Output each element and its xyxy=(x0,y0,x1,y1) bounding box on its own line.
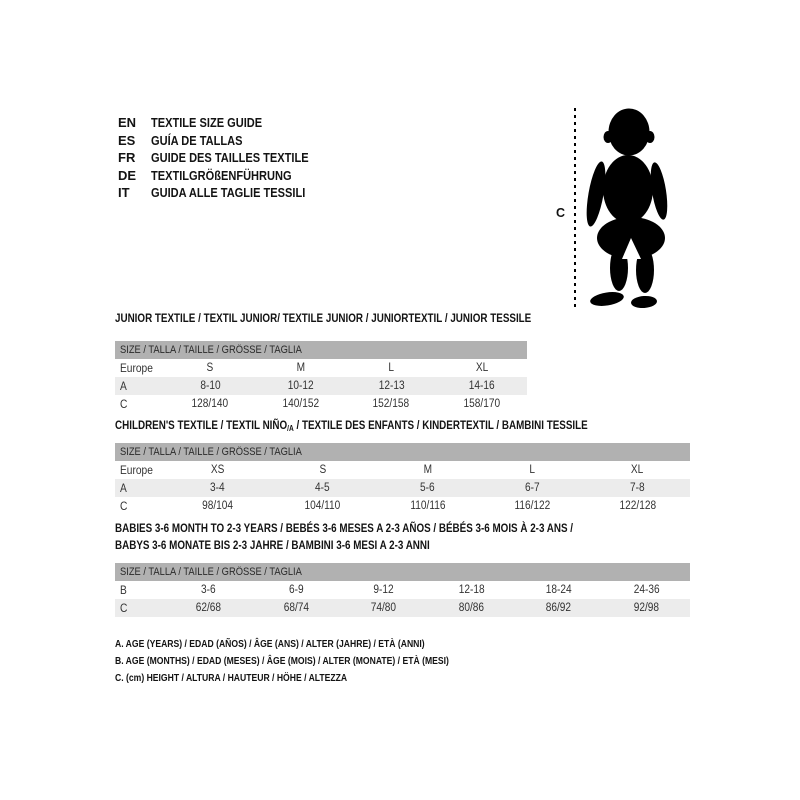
cell-value: 122/128 xyxy=(619,500,656,512)
title-pre: CHILDREN'S TEXTILE / TEXTIL NIÑO xyxy=(115,418,288,432)
cell-value: M xyxy=(423,464,432,476)
cell-value: L xyxy=(388,362,395,374)
row-label-text: C xyxy=(120,601,128,615)
cell-value: 14-16 xyxy=(468,380,495,392)
language-label: TEXTILGRÖßENFÜHRUNG xyxy=(151,167,292,183)
cell-value: 7-8 xyxy=(630,482,645,494)
height-measure-label: C xyxy=(556,206,566,220)
babies-table-title-text: BABIES 3-6 MONTH TO 2-3 YEARS / BEBÉS 3-6 MESES A 2-3 AÑOS / BÉBÉS 3-6 MOIS À 2-3 ANS / xyxy=(115,521,574,535)
language-code: DE xyxy=(118,167,137,183)
table-cell xyxy=(603,584,691,596)
table-cell xyxy=(346,398,437,410)
cell-value: 6-7 xyxy=(525,482,540,494)
language-label: GUÍA DE TALLAS xyxy=(151,132,243,148)
table-cell xyxy=(256,398,347,410)
table-cell xyxy=(340,602,428,614)
row-label-text: Europe xyxy=(120,463,153,477)
children-size-table xyxy=(115,461,690,515)
table-cell xyxy=(253,602,341,614)
cell-value: 6-9 xyxy=(288,584,304,596)
cell-value: M xyxy=(296,362,305,374)
title-subscript: /A xyxy=(287,424,294,433)
language-row-fr xyxy=(118,149,336,167)
table-cell xyxy=(253,584,341,596)
language-row-it xyxy=(118,184,336,202)
cell-value: 158/170 xyxy=(463,398,501,410)
table-cell xyxy=(165,380,256,392)
language-list xyxy=(118,114,336,202)
size-header-text: SIZE / TALLA / TAILLE / GRÖSSE / TAGLIA xyxy=(120,344,302,356)
footnote-height-cm xyxy=(115,672,398,685)
cell-value: XS xyxy=(210,464,225,476)
children-size-header-bar xyxy=(115,443,690,461)
baby-silhouette-icon xyxy=(583,108,675,310)
language-label: TEXTILE SIZE GUIDE xyxy=(151,115,263,131)
row-label-text: Europe xyxy=(120,361,153,375)
footnote-age-years xyxy=(115,638,493,651)
cell-value: XL xyxy=(631,464,644,476)
cell-value: 5-6 xyxy=(420,482,435,494)
babies-size-header-bar xyxy=(115,563,690,581)
cell-value: L xyxy=(529,464,536,476)
footnote-text: A. AGE (YEARS) / EDAD (AÑOS) / ÂGE (ANS) / ALTER (JAHRE) / ETÀ (ANNI) xyxy=(115,638,425,650)
language-label: GUIDE DES TAILLES TEXTILE xyxy=(151,150,309,166)
cell-value: 152/158 xyxy=(372,398,410,410)
table-cell xyxy=(256,362,347,374)
table-cell xyxy=(585,464,690,476)
table-cell xyxy=(437,362,528,374)
cell-value: 104/110 xyxy=(304,500,341,512)
babies-table-title-line1 xyxy=(115,522,674,535)
table-cell xyxy=(515,602,603,614)
junior-size-table xyxy=(115,359,527,413)
cell-value: 24-36 xyxy=(633,584,660,596)
size-header-text: SIZE / TALLA / TAILLE / GRÖSSE / TAGLIA xyxy=(120,446,302,458)
language-code: EN xyxy=(118,115,137,131)
table-cell xyxy=(346,362,437,374)
table-cell xyxy=(375,482,480,494)
table-cell xyxy=(165,362,256,374)
language-row-en xyxy=(118,114,336,132)
children-table-title xyxy=(115,419,691,432)
table-cell xyxy=(515,584,603,596)
table-cell xyxy=(480,482,585,494)
row-label xyxy=(115,463,165,477)
row-label-text: C xyxy=(120,397,128,411)
table-cell xyxy=(428,584,516,596)
row-label xyxy=(115,583,165,597)
table-cell xyxy=(165,584,253,596)
table-cell xyxy=(480,500,585,512)
cell-value: 10-12 xyxy=(287,380,314,392)
cell-value: S xyxy=(319,464,326,476)
cell-value: 4-5 xyxy=(315,482,330,494)
children-table-title-text xyxy=(115,419,588,433)
cell-value: 116/122 xyxy=(514,500,551,512)
table-cell xyxy=(165,602,253,614)
table-row-age xyxy=(115,377,527,395)
footnote-age-months xyxy=(115,655,522,668)
language-code: FR xyxy=(118,150,136,166)
junior-size-header-bar xyxy=(115,341,527,359)
row-label xyxy=(115,397,165,411)
table-cell xyxy=(437,380,528,392)
cell-value: S xyxy=(206,362,214,374)
row-label-text: A xyxy=(120,379,127,393)
junior-table-title xyxy=(115,312,623,325)
table-row-height xyxy=(115,395,527,413)
table-cell xyxy=(165,482,270,494)
title-post: / TEXTILE DES ENFANTS / KINDERTEXTIL / BAMBINI TESSILE xyxy=(293,418,588,432)
language-code: IT xyxy=(118,185,130,201)
height-measure-line xyxy=(574,108,576,308)
table-cell xyxy=(480,464,585,476)
size-header-text: SIZE / TALLA / TAILLE / GRÖSSE / TAGLIA xyxy=(120,566,302,578)
cell-value: 62/68 xyxy=(196,602,222,614)
footnote-text: B. AGE (MONTHS) / EDAD (MESES) / ÂGE (MOIS) / ALTER (MONATE) / ETÀ (MESI) xyxy=(115,655,449,667)
cell-value: 98/104 xyxy=(202,500,233,512)
row-label-text: A xyxy=(120,481,127,495)
table-cell xyxy=(585,482,690,494)
babies-table-title-line2 xyxy=(115,539,499,552)
cell-value: 128/140 xyxy=(191,398,229,410)
babies-size-table xyxy=(115,581,690,617)
table-cell xyxy=(165,464,270,476)
table-row-age xyxy=(115,479,690,497)
table-cell xyxy=(375,464,480,476)
cell-value: 18-24 xyxy=(545,584,572,596)
cell-value: 80/86 xyxy=(458,602,484,614)
cell-value: 3-6 xyxy=(201,584,217,596)
table-cell xyxy=(270,500,375,512)
cell-value: 12-13 xyxy=(378,380,405,392)
cell-value: 9-12 xyxy=(373,584,394,596)
cell-value: 86/92 xyxy=(546,602,572,614)
footnote-text: C. (cm) HEIGHT / ALTURA / HAUTEUR / HÖHE / ALTEZZA xyxy=(115,672,348,684)
table-cell xyxy=(375,500,480,512)
table-row-europe xyxy=(115,359,527,377)
row-label-text: B xyxy=(120,583,127,597)
cell-value: 92/98 xyxy=(633,602,659,614)
cell-value: 8-10 xyxy=(200,380,221,392)
table-cell xyxy=(340,584,428,596)
junior-table-title-text: JUNIOR TEXTILE / TEXTIL JUNIOR/ TEXTILE JUNIOR / JUNIORTEXTIL / JUNIOR TESSILE xyxy=(115,311,532,325)
language-row-de xyxy=(118,167,336,185)
row-label xyxy=(115,499,165,513)
cell-value: 140/152 xyxy=(282,398,320,410)
table-cell xyxy=(270,464,375,476)
cell-value: 68/74 xyxy=(283,602,309,614)
table-cell xyxy=(270,482,375,494)
table-cell xyxy=(603,602,691,614)
table-cell xyxy=(428,602,516,614)
cell-value: XL xyxy=(475,362,488,374)
table-cell xyxy=(165,500,270,512)
table-cell xyxy=(585,500,690,512)
cell-value: 74/80 xyxy=(371,602,397,614)
row-label xyxy=(115,361,165,375)
row-label xyxy=(115,601,165,615)
language-code: ES xyxy=(118,132,136,148)
table-cell xyxy=(165,398,256,410)
cell-value: 110/116 xyxy=(409,500,446,512)
table-row-height xyxy=(115,599,690,617)
row-label-text: C xyxy=(120,499,128,513)
babies-table-title-text: BABYS 3-6 MONATE BIS 2-3 JAHRE / BAMBINI 3-6 MESI A 2-3 ANNI xyxy=(115,538,430,552)
cell-value: 12-18 xyxy=(458,584,485,596)
table-row-height xyxy=(115,497,690,515)
table-cell xyxy=(346,380,437,392)
table-cell xyxy=(256,380,347,392)
cell-value: 3-4 xyxy=(210,482,225,494)
table-row-age-months xyxy=(115,581,690,599)
row-label xyxy=(115,481,165,495)
language-label: GUIDA ALLE TAGLIE TESSILI xyxy=(151,185,306,201)
language-row-es xyxy=(118,132,336,150)
table-cell xyxy=(437,398,528,410)
table-row-europe xyxy=(115,461,690,479)
row-label xyxy=(115,379,165,393)
